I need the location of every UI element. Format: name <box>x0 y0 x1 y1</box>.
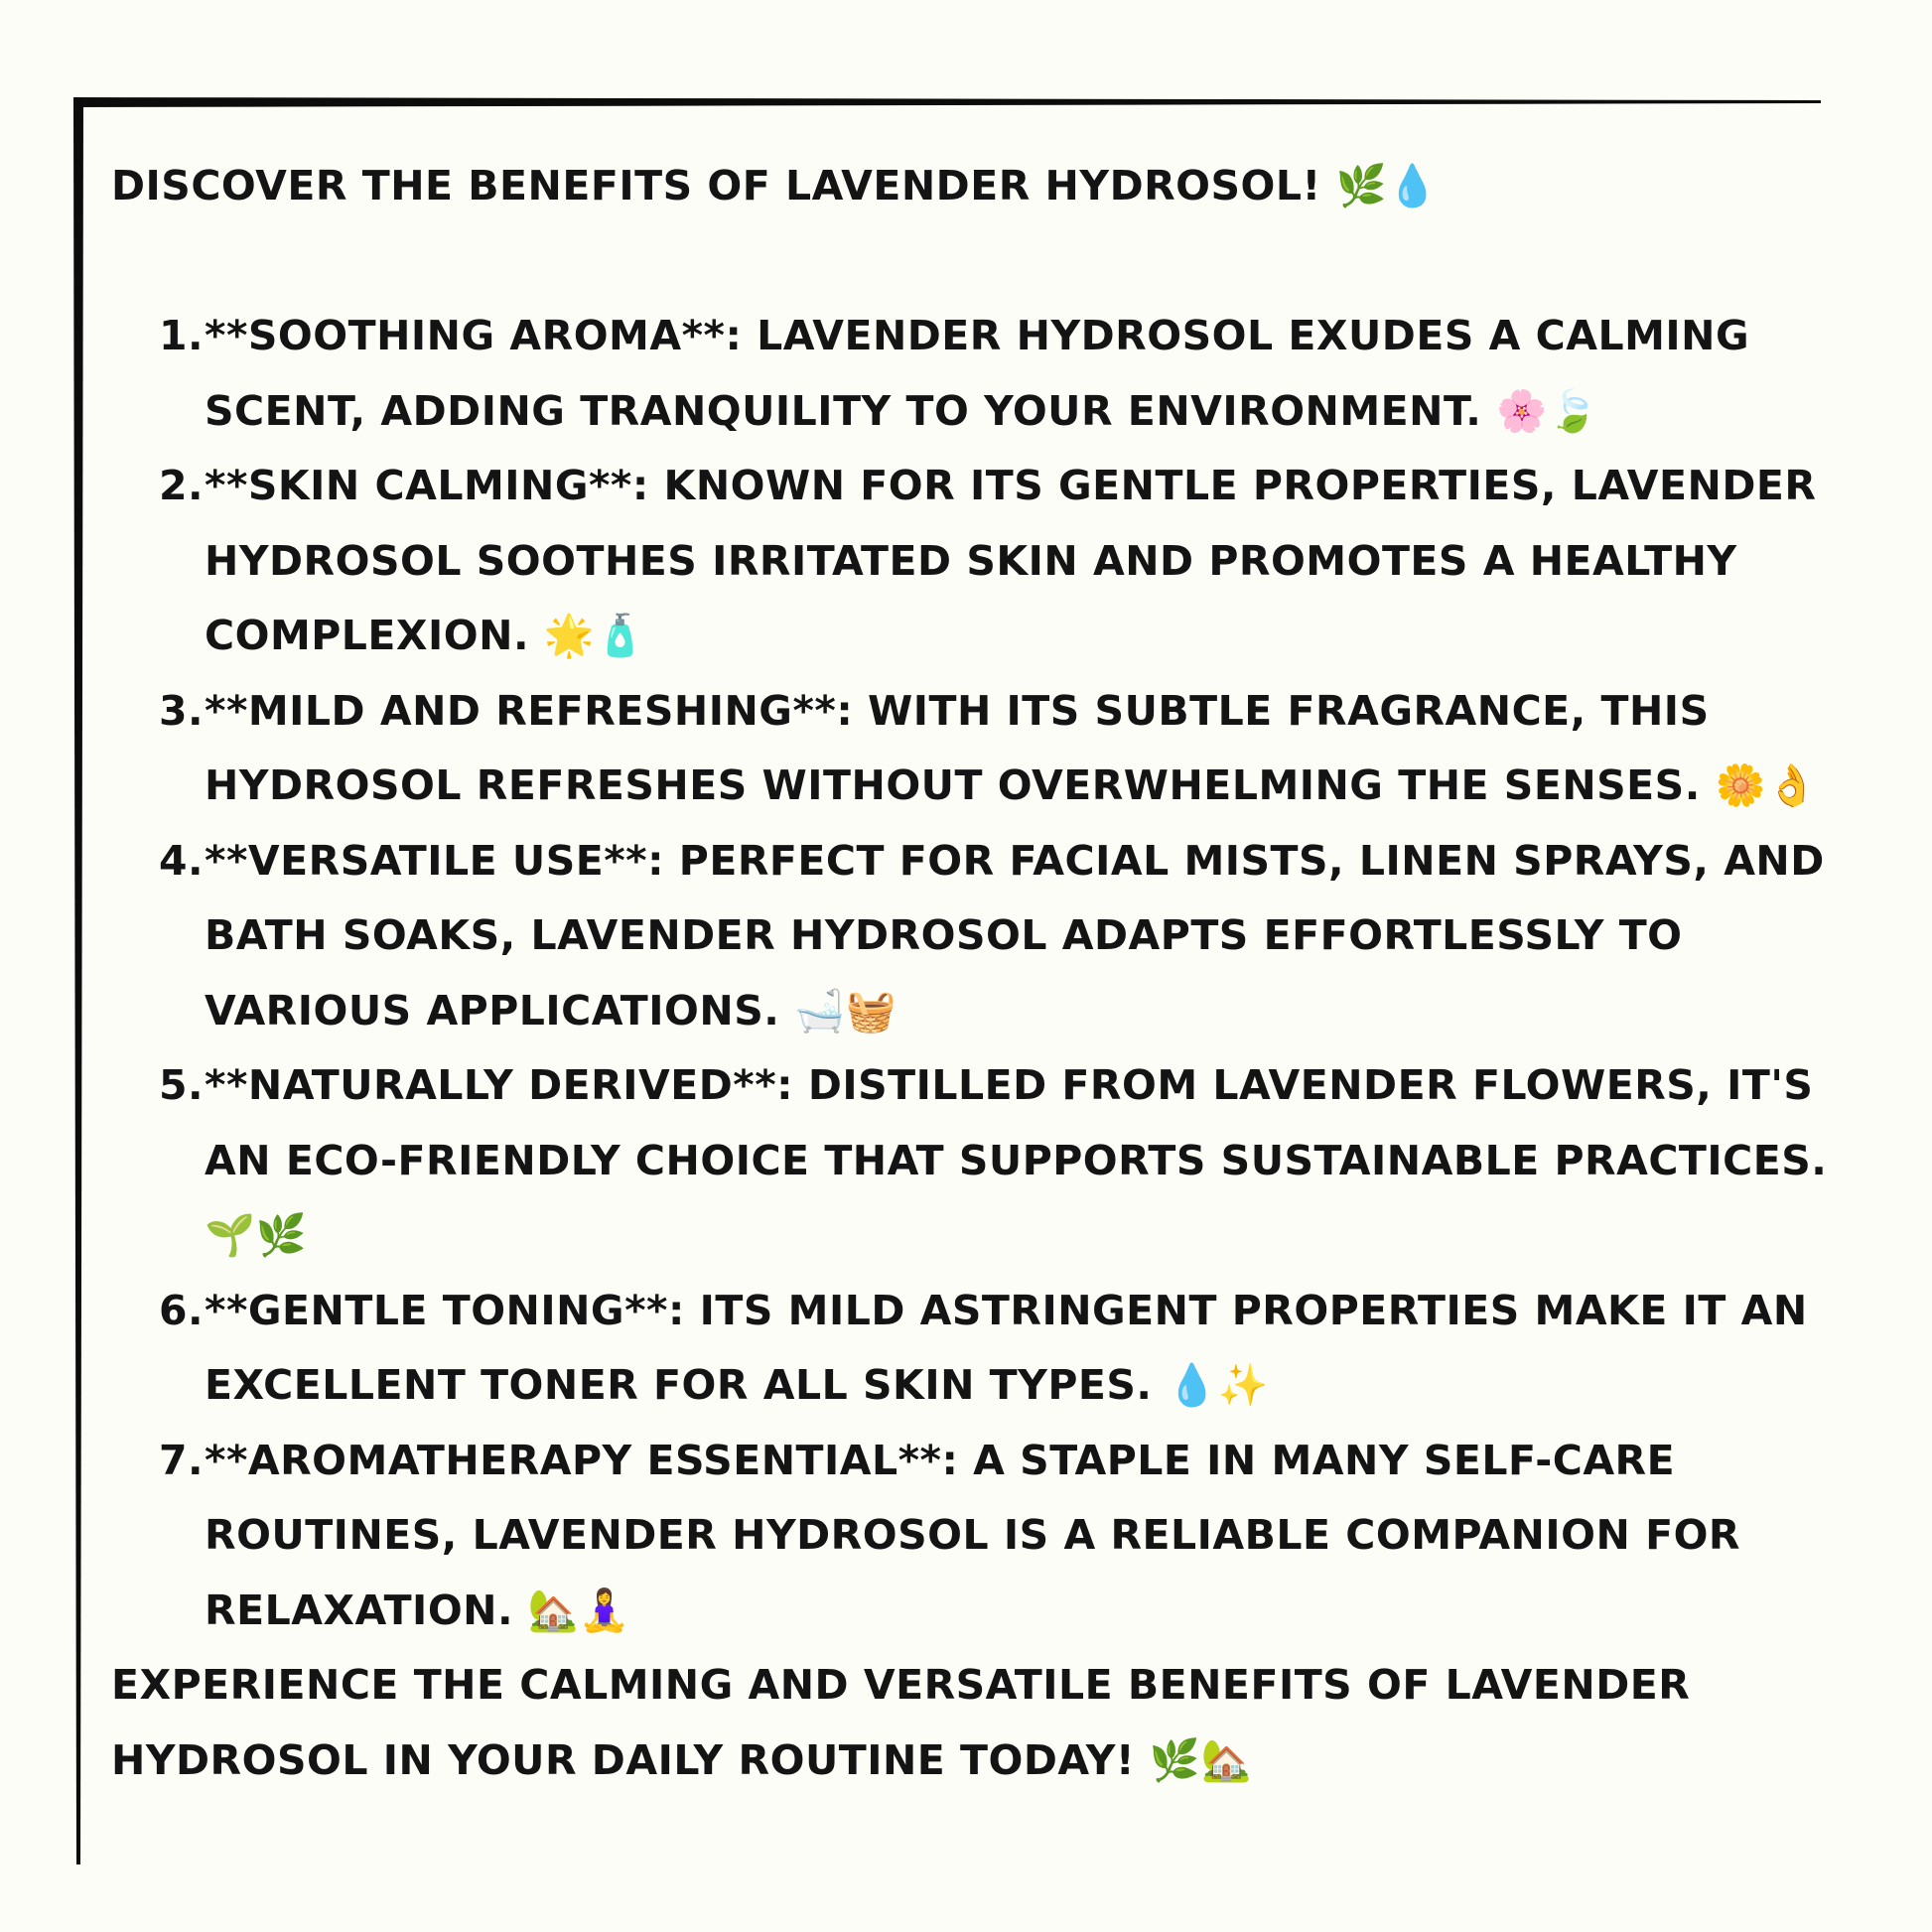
benefits-list <box>111 299 1829 1648</box>
item-text: **MILD AND REFRESHING**: WITH ITS SUBTLE FRAGRANCE, THIS HYDROSOL REFRESHES WITHOUT OVERWHELMING THE SENSES. <box>205 686 1710 809</box>
item-number: 1. <box>159 312 205 359</box>
herb-droplet-icon: 🌿💧 <box>1335 162 1439 209</box>
item-text: **AROMATHERAPY ESSENTIAL**: A STAPLE IN MANY SELF-CARE ROUTINES, LAVENDER HYDROSOL IS A RELIABLE COMPANION FOR RELAXATION. <box>205 1436 1741 1634</box>
item-text: **VERSATILE USE**: PERFECT FOR FACIAL MISTS, LINEN SPRAYS, AND BATH SOAKS, LAVENDER HYDROSOL ADAPTS EFFORTLESSLY TO VARIOUS APPLICATIONS. <box>205 836 1825 1035</box>
house-meditation-icon: 🏡🧘‍♀️ <box>527 1586 630 1634</box>
list-item <box>159 1424 1829 1649</box>
frame-top-border <box>73 97 1821 107</box>
list-item <box>159 299 1829 449</box>
blossom-leaf-icon: 🌸🍃 <box>1496 386 1599 435</box>
list-item <box>159 824 1829 1049</box>
item-text: **SKIN CALMING**: KNOWN FOR ITS GENTLE PROPERTIES, LAVENDER HYDROSOL SOOTHES IRRITATED SKIN AND PROMOTES A HEALTHY COMPLEXION. <box>205 462 1817 659</box>
item-number: 7. <box>159 1436 205 1484</box>
frame-left-border <box>73 97 83 1864</box>
item-text: **NATURALLY DERIVED**: DISTILLED FROM LAVENDER FLOWERS, IT'S AN ECO-FRIENDLY CHOICE THAT SUPPORTS SUSTAINABLE PRACTICES. <box>205 1061 1828 1184</box>
bathtub-basket-icon: 🛁🧺 <box>794 986 897 1035</box>
daisy-ok-hand-icon: 🌼👌 <box>1715 761 1818 809</box>
star-lotion-icon: 🌟🧴 <box>543 612 646 659</box>
post-content <box>111 149 1829 1798</box>
item-text: **GENTLE TONING**: ITS MILD ASTRINGENT PROPERTIES MAKE IT AN EXCELLENT TONER FOR ALL SKIN TYPES. <box>205 1286 1808 1409</box>
item-number: 6. <box>159 1286 205 1334</box>
droplet-sparkles-icon: 💧✨ <box>1167 1361 1270 1409</box>
item-number: 5. <box>159 1061 205 1109</box>
item-number: 4. <box>159 836 205 885</box>
seedling-herb-icon: 🌱🌿 <box>205 1211 308 1259</box>
item-text: **SOOTHING AROMA**: LAVENDER HYDROSOL EXUDES A CALMING SCENT, ADDING TRANQUILITY TO YOUR ENVIRONMENT. <box>205 312 1750 435</box>
item-number: 2. <box>159 462 205 509</box>
closing-paragraph <box>111 1648 1829 1798</box>
list-item <box>159 674 1829 824</box>
heading-text: DISCOVER THE BENEFITS OF LAVENDER HYDROSOL! <box>111 162 1321 209</box>
closing-text: EXPERIENCE THE CALMING AND VERSATILE BENEFITS OF LAVENDER HYDROSOL IN YOUR DAILY ROUTINE TODAY! <box>111 1661 1691 1784</box>
herb-house-icon: 🌿🏡 <box>1149 1735 1252 1784</box>
item-number: 3. <box>159 686 205 735</box>
heading <box>111 149 1829 299</box>
list-item <box>159 449 1829 674</box>
list-item <box>159 1048 1829 1274</box>
list-item <box>159 1274 1829 1424</box>
